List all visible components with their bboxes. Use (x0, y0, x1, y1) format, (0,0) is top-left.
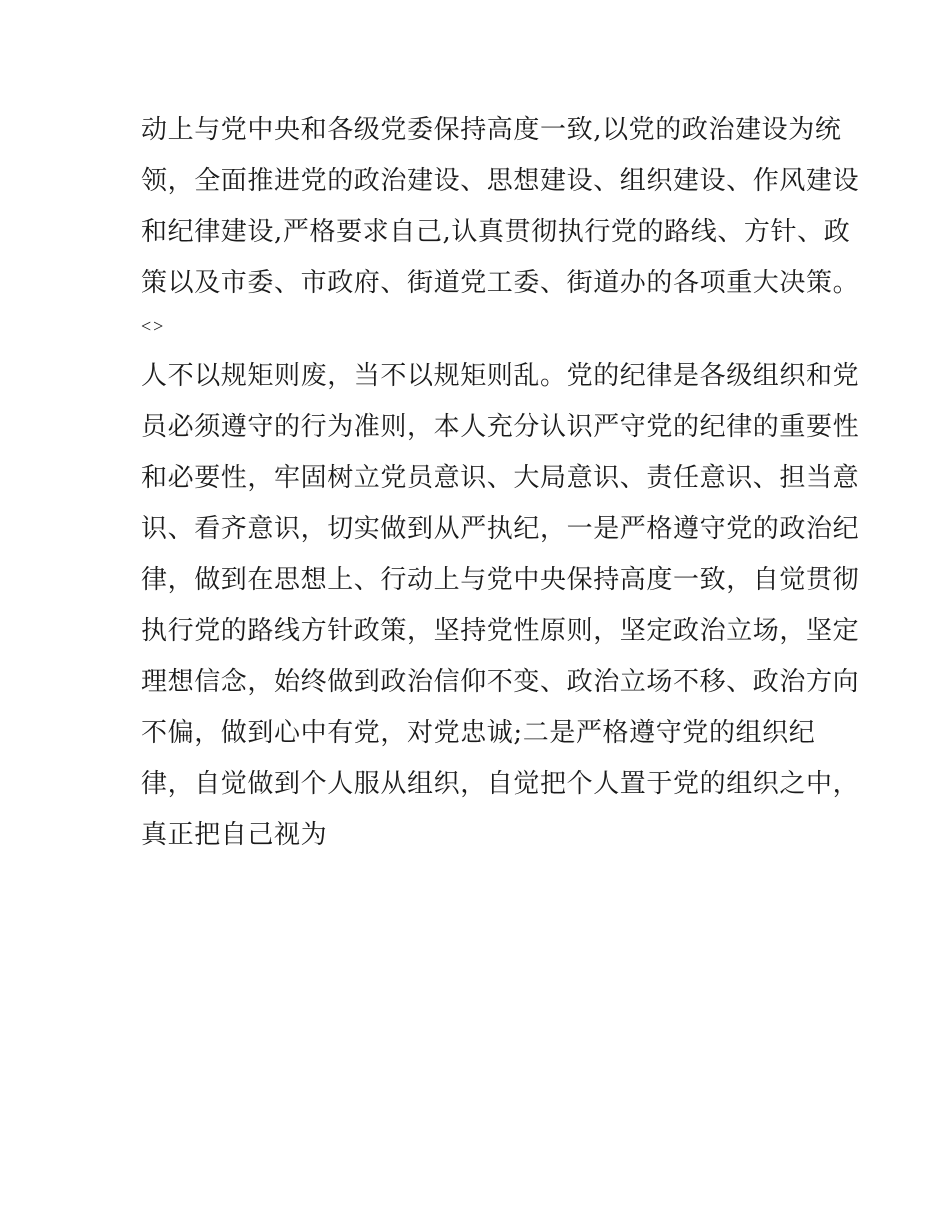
text-line: 理想信念，始终做到政治信仰不变、政治立场不移、政治方向 (141, 667, 860, 697)
paragraph-marker: <> (141, 316, 166, 336)
text-line: 人不以规矩则废，当不以规矩则乱。党的纪律是各级组织和党 (141, 361, 860, 391)
text-line: 和纪律建设,严格要求自己,认真贯彻执行党的路线、方针、政 (141, 217, 851, 247)
text-line: 策以及市委、市政府、街道党工委、街道办的各项重大决策。 (141, 268, 860, 298)
text-line: 律，自觉做到个人服从组织，自觉把个人置于党的组织之中， (141, 769, 860, 799)
text-line: 真正把自己视为 (141, 820, 328, 850)
text-line: 律，做到在思想上、行动上与党中央保持高度一致，自觉贯彻 (141, 565, 860, 595)
text-line: 识、看齐意识，切实做到从严执纪，一是严格遵守党的政治纪 (141, 514, 860, 544)
text-line: 动上与党中央和各级党委保持高度一致,以党的政治建设为统 (141, 115, 842, 145)
text-line: 员必须遵守的行为准则，本人充分认识严守党的纪律的重要性 (141, 412, 860, 442)
text-line: 执行党的路线方针政策，坚持党性原则，坚定政治立场，坚定 (141, 616, 860, 646)
text-line: 不偏，做到心中有党，对党忠诚;二是严格遵守党的组织纪 (141, 718, 816, 748)
text-line: 领，全面推进党的政治建设、思想建设、组织建设、作风建设 (141, 166, 860, 196)
text-line: 和必要性，牢固树立党员意识、大局意识、责任意识、担当意 (141, 463, 860, 493)
